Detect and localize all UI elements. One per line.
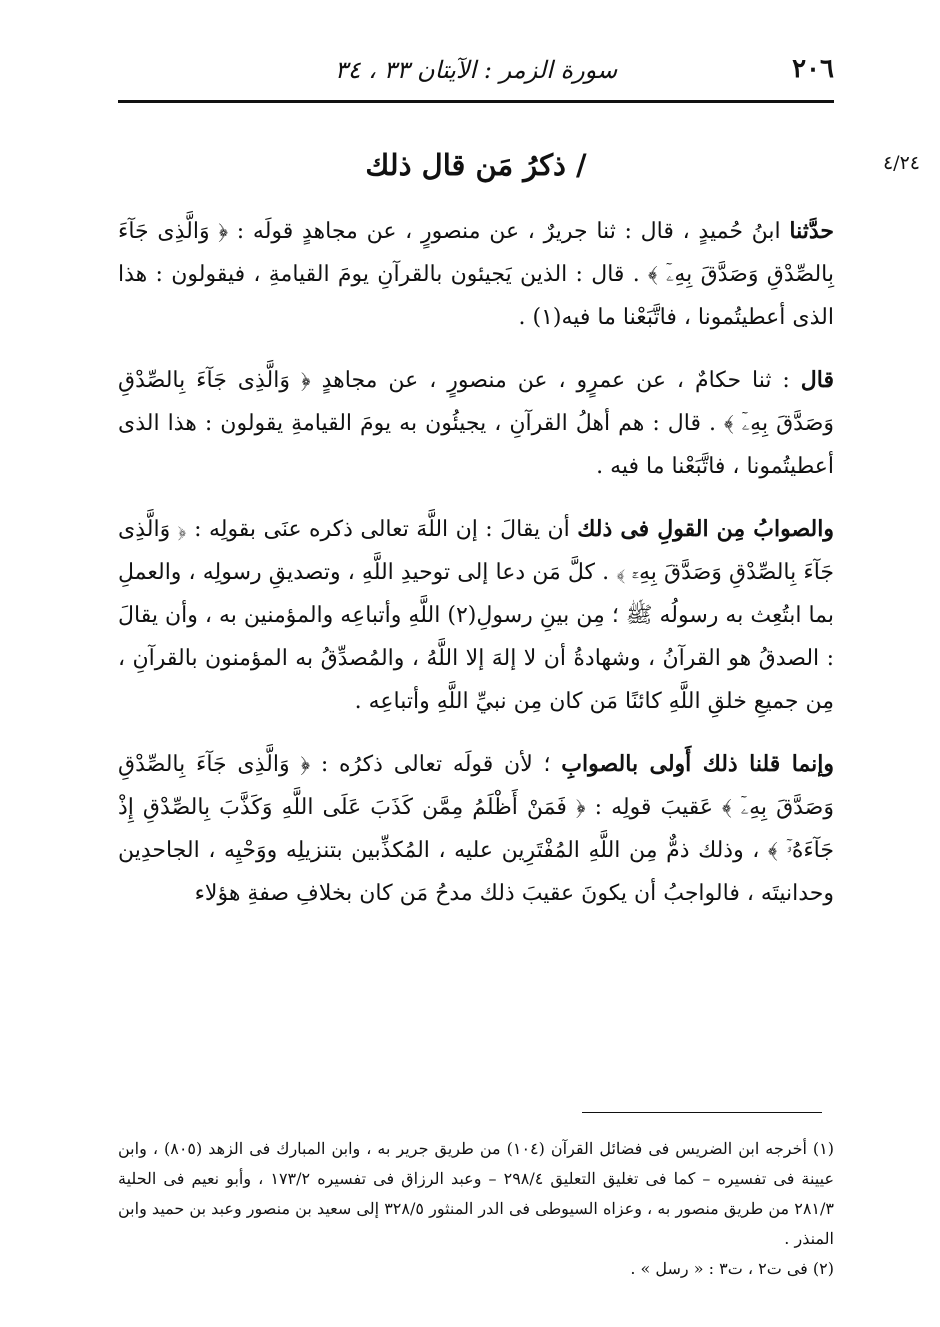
paragraph-4 bbox=[118, 743, 834, 915]
paragraph-1 bbox=[118, 210, 834, 339]
paragraph-3 bbox=[118, 508, 834, 723]
paragraph-2 bbox=[118, 359, 834, 488]
section-heading: / ذكرُ مَن قال ذلك bbox=[365, 148, 587, 182]
footnote-rule bbox=[582, 1112, 822, 1113]
paragraph-lead: والصوابُ مِن القولِ فى ذلك bbox=[577, 516, 834, 542]
paragraph-text: : ثنا حكامٌ ، عن عمرٍو ، عن منصورٍ ، عن مجاهدٍ ﴿ وَالَّذِى جَآءَ بِالصِّدْقِ وَصَدَّقَ بِهِۦٓ ﴾ . قال : هم أهلُ القرآنِ ، يجيئُون به يومَ القيامةِ يقولون : هذا الذى أعطيتُمونا ، فاتَّبَعْنا ما فيه . bbox=[118, 368, 834, 479]
running-head bbox=[118, 50, 834, 90]
footnote-1: (١) أخرجه ابن الضريس فى فضائل القرآن (١٠٤) من طريق جرير به ، وابن المبارك فى الزهد (٨٠٥) ، وابن عيينة فى تفسيره – كما فى تغليق التعليق ٢٩٨/٤ – وعبد الرزاق فى تفسيره ١٧٣/٢ ، وأبو نعيم فى الحلية ٢٨١/٣ من طريق منصور به ، وعزاه السيوطى فى الدر المنثور ٣٢٨/٥ إلى سعيد بن منصور وعبد بن حميد وابن المنذر . bbox=[118, 1139, 835, 1248]
running-title: سورة الزمر : الآيتان ٣٣ ، ٣٤ bbox=[334, 56, 618, 84]
paragraph-text: ابنُ حُميدٍ ، قال : ثنا جريرٌ ، عن منصورٍ ، عن مجاهدٍ قولَه : ﴿ وَالَّذِى جَآءَ بِالصِّدْقِ وَصَدَّقَ بِهِۦٓ ﴾ . قال : الذين يَجيئون بالقرآنِ يومَ القيامةِ ، فيقولون : هذا الذى أعطيتُمونا ، فاتَّبَعْنا ما فيه(١) . bbox=[118, 219, 834, 330]
paragraph-lead: حدَّثنا bbox=[789, 218, 834, 244]
paragraph-lead: وإنما قلنا ذلك أَولى بالصوابِ bbox=[561, 751, 834, 777]
paragraph-text: ؛ لأن قولَه تعالى ذكرُه : ﴿ وَالَّذِى جَآءَ بِالصِّدْقِ وَصَدَّقَ بِهِۦٓ ﴾ عَقيبَ قولِه : ﴿ فَمَنْ أَظْلَمُ مِمَّن كَذَبَ عَلَى اللَّهِ وَكَذَّبَ بِالصِّدْقِ إِذْ جَآءَهُۥٓ ﴾ ، وذلك ذمٌّ مِن اللَّهِ المُفْتَرِين عليه ، المُكذِّبين بتنزيلِه ووَحْيِه ، الجاحدِين وحدانيتَه ، فالواجبُ أن يكونَ عقيبَ ذلك مدحُ مَن كان بخلافِ صفةِ هؤلاء bbox=[118, 752, 834, 906]
header-rule bbox=[118, 100, 834, 103]
paragraph-text: أن يقالَ : إن اللَّهَ تعالى ذكره عنَى بقولِه : ﴿ وَالَّذِى جَآءَ بِالصِّدْقِ وَصَدَّقَ بِهِۦٓ ﴾ . كلَّ مَن دعا إلى توحيدِ اللَّهِ ، وتصديقِ رسولِه ، والعملِ بما ابتُعِث به رسولُه ﷺ ؛ مِن بينِ رسولِ(٢) اللَّهِ وأتباعِه والمؤمنين به ، وأن يقالَ : الصدقُ هو القرآنُ ، وشهادةُ أن لا إلهَ إلا اللَّهُ ، والمُصدِّقُ به المؤمنون بالقرآنِ ، مِن جميعِ خلقِ اللَّهِ كائنًا مَن كان مِن نبيِّ اللَّهِ وأتباعِه . bbox=[118, 517, 835, 714]
page-number: ٢٠٦ bbox=[792, 54, 834, 84]
footnotes bbox=[118, 1134, 834, 1284]
footnote-2: (٢) فى ت٢ ، ت٣ : « رسل » . bbox=[630, 1259, 834, 1278]
margin-reference: ٤/٢٤ bbox=[882, 152, 920, 174]
body-text bbox=[118, 210, 834, 935]
paragraph-lead: قال bbox=[800, 367, 834, 393]
